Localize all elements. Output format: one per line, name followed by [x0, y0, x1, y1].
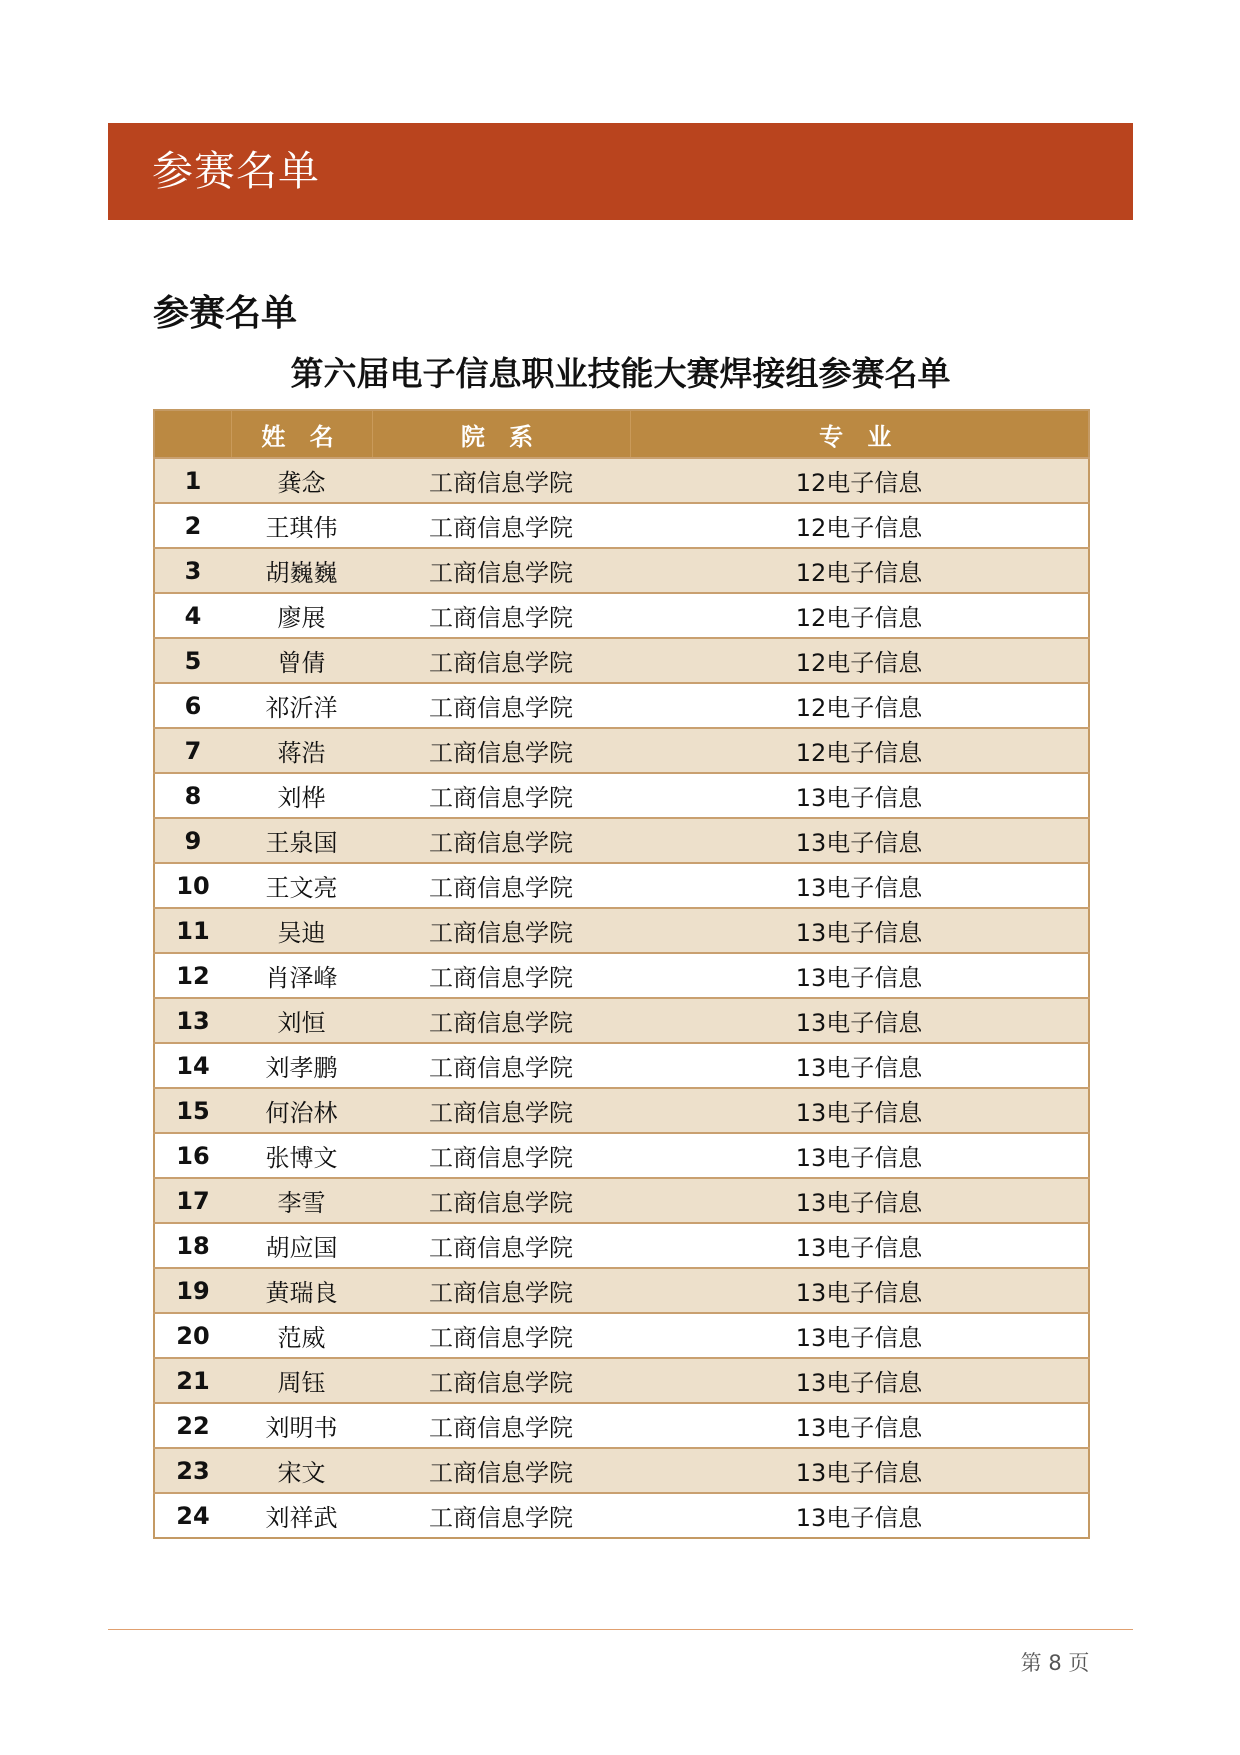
participant-college: 工商信息学院: [372, 1223, 630, 1268]
table-row: [154, 593, 1089, 638]
participant-major: 13电子信息: [630, 773, 1089, 818]
participant-name: 黄瑞良: [231, 1268, 372, 1313]
row-number: 20: [154, 1313, 231, 1358]
row-number: 1: [154, 458, 231, 503]
table-row: [154, 728, 1089, 773]
header-college: 院 系: [372, 410, 630, 458]
participant-college: 工商信息学院: [372, 458, 630, 503]
row-number: 6: [154, 683, 231, 728]
participant-name: 王文亮: [231, 863, 372, 908]
table-row: [154, 1133, 1089, 1178]
row-number: 3: [154, 548, 231, 593]
participant-major: 13电子信息: [630, 1178, 1089, 1223]
table-row: [154, 1403, 1089, 1448]
participant-major: 13电子信息: [630, 1358, 1089, 1403]
row-number: 22: [154, 1403, 231, 1448]
table-row: [154, 1223, 1089, 1268]
participant-name: 张博文: [231, 1133, 372, 1178]
table-header-row: [154, 410, 1089, 458]
row-number: 16: [154, 1133, 231, 1178]
participant-major: 12电子信息: [630, 458, 1089, 503]
table-row: [154, 1043, 1089, 1088]
table-row: [154, 1178, 1089, 1223]
row-number: 4: [154, 593, 231, 638]
table-body: [154, 458, 1089, 1538]
header-banner: [108, 123, 1133, 220]
row-number: 10: [154, 863, 231, 908]
participant-college: 工商信息学院: [372, 1268, 630, 1313]
participant-name: 李雪: [231, 1178, 372, 1223]
footer-divider: [108, 1629, 1133, 1630]
participant-name: 宋文: [231, 1448, 372, 1493]
participant-college: 工商信息学院: [372, 818, 630, 863]
participant-college: 工商信息学院: [372, 998, 630, 1043]
participant-name: 刘祥武: [231, 1493, 372, 1538]
participant-college: 工商信息学院: [372, 1403, 630, 1448]
participant-name: 曾倩: [231, 638, 372, 683]
row-number: 7: [154, 728, 231, 773]
participant-name: 刘孝鹏: [231, 1043, 372, 1088]
table-row: [154, 998, 1089, 1043]
table-row: [154, 458, 1089, 503]
participant-name: 祁沂洋: [231, 683, 372, 728]
participant-major: 13电子信息: [630, 998, 1089, 1043]
page-number: 第 8 页: [1020, 1651, 1090, 1675]
participant-name: 胡巍巍: [231, 548, 372, 593]
participant-major: 13电子信息: [630, 1043, 1089, 1088]
participant-name: 周钰: [231, 1358, 372, 1403]
header-major: 专 业: [630, 410, 1089, 458]
participant-name: 胡应国: [231, 1223, 372, 1268]
row-number: 24: [154, 1493, 231, 1538]
row-number: 12: [154, 953, 231, 998]
participant-major: 13电子信息: [630, 1223, 1089, 1268]
participant-table: [153, 409, 1090, 1539]
row-number: 18: [154, 1223, 231, 1268]
participant-major: 13电子信息: [630, 1493, 1089, 1538]
header-index-cell: [154, 410, 231, 458]
participant-name: 肖泽峰: [231, 953, 372, 998]
participant-college: 工商信息学院: [372, 548, 630, 593]
row-number: 23: [154, 1448, 231, 1493]
participant-major: 13电子信息: [630, 1448, 1089, 1493]
table-row: [154, 1448, 1089, 1493]
row-number: 11: [154, 908, 231, 953]
participant-major: 13电子信息: [630, 1313, 1089, 1358]
row-number: 14: [154, 1043, 231, 1088]
table-row: [154, 638, 1089, 683]
table-row: [154, 818, 1089, 863]
participant-college: 工商信息学院: [372, 1358, 630, 1403]
table-row: [154, 683, 1089, 728]
row-number: 21: [154, 1358, 231, 1403]
table-row: [154, 908, 1089, 953]
table-caption: 第六届电子信息职业技能大赛焊接组参赛名单: [290, 354, 951, 393]
participant-college: 工商信息学院: [372, 1313, 630, 1358]
participant-major: 12电子信息: [630, 638, 1089, 683]
participant-college: 工商信息学院: [372, 1088, 630, 1133]
participant-major: 13电子信息: [630, 818, 1089, 863]
participant-name: 蒋浩: [231, 728, 372, 773]
table-row: [154, 953, 1089, 998]
row-number: 13: [154, 998, 231, 1043]
table-row: [154, 1493, 1089, 1538]
participant-name: 刘明书: [231, 1403, 372, 1448]
table-row: [154, 773, 1089, 818]
header-name: 姓 名: [231, 410, 372, 458]
table-row: [154, 1088, 1089, 1133]
participant-name: 刘桦: [231, 773, 372, 818]
row-number: 2: [154, 503, 231, 548]
participant-college: 工商信息学院: [372, 1043, 630, 1088]
participant-college: 工商信息学院: [372, 1178, 630, 1223]
table-row: [154, 1358, 1089, 1403]
participant-college: 工商信息学院: [372, 953, 630, 998]
row-number: 5: [154, 638, 231, 683]
participant-name: 龚念: [231, 458, 372, 503]
table-row: [154, 503, 1089, 548]
participant-college: 工商信息学院: [372, 593, 630, 638]
participant-major: 12电子信息: [630, 548, 1089, 593]
participant-major: 12电子信息: [630, 503, 1089, 548]
participant-name: 王泉国: [231, 818, 372, 863]
table-row: [154, 1268, 1089, 1313]
row-number: 8: [154, 773, 231, 818]
row-number: 9: [154, 818, 231, 863]
row-number: 19: [154, 1268, 231, 1313]
participant-college: 工商信息学院: [372, 728, 630, 773]
participant-major: 12电子信息: [630, 593, 1089, 638]
participant-major: 13电子信息: [630, 863, 1089, 908]
participant-name: 吴迪: [231, 908, 372, 953]
participant-name: 何治林: [231, 1088, 372, 1133]
participant-name: 廖展: [231, 593, 372, 638]
participant-major: 12电子信息: [630, 683, 1089, 728]
participant-major: 13电子信息: [630, 1268, 1089, 1313]
banner-title: 参赛名单: [152, 147, 320, 195]
participant-major: 13电子信息: [630, 1088, 1089, 1133]
section-title: 参赛名单: [153, 293, 298, 334]
table-header: [154, 410, 1089, 458]
row-number: 15: [154, 1088, 231, 1133]
participant-name: 王琪伟: [231, 503, 372, 548]
participant-major: 13电子信息: [630, 1133, 1089, 1178]
table-row: [154, 548, 1089, 593]
participant-college: 工商信息学院: [372, 683, 630, 728]
participant-college: 工商信息学院: [372, 863, 630, 908]
participant-college: 工商信息学院: [372, 1133, 630, 1178]
participant-name: 范威: [231, 1313, 372, 1358]
participant-college: 工商信息学院: [372, 908, 630, 953]
participant-major: 12电子信息: [630, 728, 1089, 773]
participant-college: 工商信息学院: [372, 773, 630, 818]
table-row: [154, 1313, 1089, 1358]
table-row: [154, 863, 1089, 908]
row-number: 17: [154, 1178, 231, 1223]
participant-major: 13电子信息: [630, 953, 1089, 998]
participant-college: 工商信息学院: [372, 503, 630, 548]
participant-major: 13电子信息: [630, 1403, 1089, 1448]
participant-name: 刘恒: [231, 998, 372, 1043]
participant-college: 工商信息学院: [372, 638, 630, 683]
participant-major: 13电子信息: [630, 908, 1089, 953]
participant-college: 工商信息学院: [372, 1493, 630, 1538]
participant-college: 工商信息学院: [372, 1448, 630, 1493]
